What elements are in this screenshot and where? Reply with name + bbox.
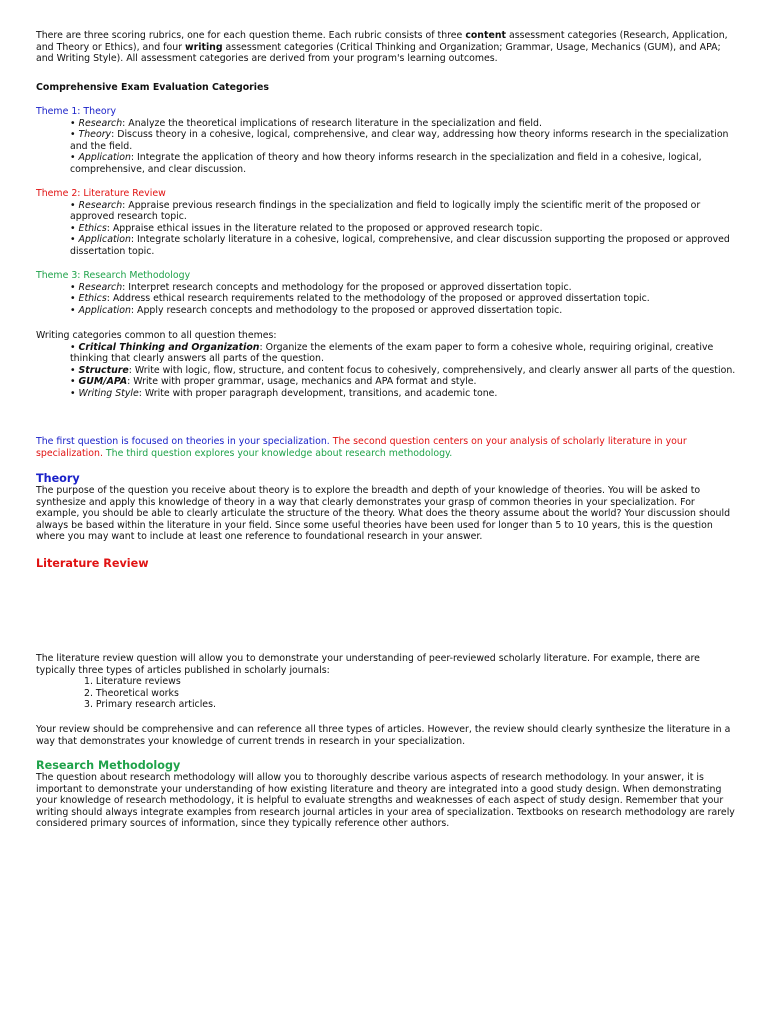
intro-writing-word: writing [184, 41, 223, 53]
item-label: Application [78, 234, 131, 246]
summary-first: The first question is focused on theories in your specialization. [36, 436, 333, 447]
theme-2-title: Theme 2: Literature Review [36, 188, 166, 199]
theory-section [36, 472, 736, 543]
theme-3-item-application [70, 305, 736, 317]
theme-1-section [36, 106, 736, 176]
theme-1-item-research [70, 118, 736, 130]
intro-text-1: There are three scoring rubrics, one for each question theme. Each rubric consists of three [36, 30, 466, 41]
list-item: 2. Theoretical works [84, 687, 179, 699]
item-label: Structure [78, 364, 129, 376]
writing-item-writing-style [70, 388, 736, 400]
writing-item-gum-apa [70, 376, 736, 388]
item-label: Research [78, 199, 123, 211]
item-label: Critical Thinking and Organization [78, 341, 260, 353]
item-label: Application [78, 304, 131, 316]
item-text: : Discuss theory in a cohesive, logical, comprehensive, and clear way, addressing how theory informs research in the specialization and the field. [70, 129, 729, 152]
theme-3-section [36, 270, 736, 316]
theme-1-item-theory [70, 129, 736, 152]
item-text: : Organize the elements of the exam paper to form a cohesive whole, requiring original, creative thinking that clearly answers all parts of the question. [70, 341, 714, 365]
literature-review-heading: Literature Review [36, 557, 149, 570]
item-text: : Write with logic, flow, structure, and content focus to cohesively, comprehensively, and clearly answer all parts of the question. [128, 364, 736, 376]
writing-heading: Writing categories common to all question themes: [36, 330, 277, 341]
literature-review-intro: The literature review question will allow you to demonstrate your understanding of peer-reviewed scholarly literature. For example, there are typically three types of articles published in scholarly journals: [36, 653, 700, 676]
theme-1-title: Theme 1: Theory [36, 106, 116, 117]
item-label: Writing Style [78, 387, 139, 399]
theory-heading: Theory [36, 472, 80, 485]
literature-review-section [36, 653, 736, 711]
item-text: : Interpret research concepts and methodology for the proposed or approved dissertation topic. [122, 281, 572, 293]
list-item: 3. Primary research articles. [84, 699, 216, 711]
theme-2-item-ethics [70, 223, 736, 235]
item-text: : Appraise previous research findings in the specialization and field to logically imply the scientific merit of the proposed or approved research topic. [70, 199, 701, 223]
item-label: Theory [78, 129, 112, 141]
item-label: Research [78, 281, 123, 293]
item-text: : Appraise ethical issues in the literature related to the proposed or approved research topic. [106, 222, 543, 234]
item-text: : Write with proper grammar, usage, mechanics and APA format and style. [127, 376, 477, 388]
item-label: Ethics [78, 293, 107, 305]
item-text: : Integrate the application of theory and how theory informs research in the specialization and field in a cohesive, logical, comprehensive, and clear discussion. [70, 152, 702, 175]
intro-text-3: assessment categories (Critical Thinking and Organization; Grammar, Usage, Mechanics (GUM), and APA; and Writing Style). All assessment categories are derived from your program's learning outcomes. [36, 41, 721, 65]
item-label: Application [78, 152, 131, 164]
intro-text-2: assessment categories (Research, Application, and Theory or Ethics), and four [36, 30, 728, 53]
article-type-list [36, 676, 736, 711]
methodology-body: The question about research methodology will allow you to thoroughly describe various aspects of research methodology. In your answer, it is important to demonstrate your understanding of how existing literature and theory are integrated into a good study design. When demonstrating your knowledge of research methodology, it is helpful to evaluate strengths and weaknesses of each aspect of study design. Remember that your writing should always integrate examples from research journal articles in your area of specialization. Textbooks on research methodology are rarely considered primary sources of information, since they typically reference other authors. [36, 772, 735, 830]
theme-3-title: Theme 3: Research Methodology [36, 270, 191, 281]
theme-2-section [36, 188, 736, 258]
theme-2-item-application [70, 234, 736, 257]
summary-second: The second question centers on your analysis of scholarly literature in your specialization. [36, 436, 687, 459]
theme-3-item-research [70, 282, 736, 294]
literature-review-closing: Your review should be comprehensive and can reference all three types of articles. However, the review should clearly synthesize the literature in a way that demonstrates your knowledge of current trends in research in your specialization. [36, 724, 731, 747]
list-item: 1. Literature reviews [84, 676, 181, 688]
writing-item-critical-thinking [70, 342, 736, 365]
item-text: : Analyze the theoretical implications of research literature in the specialization and field. [122, 117, 542, 129]
item-text: : Write with proper paragraph development, transitions, and academic tone. [138, 387, 498, 399]
categories-heading: Comprehensive Exam Evaluation Categories [36, 82, 269, 93]
summary-third: The third question explores your knowledge about research methodology. [105, 447, 453, 459]
writing-section [36, 330, 736, 400]
item-label: GUM/APA [78, 376, 128, 388]
methodology-section [36, 759, 736, 830]
intro-content-word: content [465, 30, 506, 41]
theme-3-item-ethics [70, 293, 736, 305]
item-label: Research [78, 117, 123, 129]
question-summary [36, 436, 736, 459]
theme-1-item-application [70, 152, 736, 175]
intro-paragraph [36, 30, 736, 65]
item-text: : Apply research concepts and methodology to the proposed or approved dissertation topic. [130, 304, 563, 316]
writing-item-structure [70, 365, 736, 377]
theory-body: The purpose of the question you receive about theory is to explore the breadth and depth of your knowledge of theories. You will be asked to synthesize and apply this knowledge of theory in a way that clearly demonstrates your grasp of common theories in your specialization. For example, you should be able to clearly articulate the structure of the theory. What does the theory assume about the world? Your discussion should always be based within the literature in your field. Since some useful theories have been used for longer than 5 to 10 years, this is the question where you may want to include at least one reference to foundational research in your answer. [36, 485, 731, 543]
item-label: Ethics [78, 222, 107, 234]
methodology-heading: Research Methodology [36, 759, 181, 772]
item-text: : Address ethical research requirements related to the methodology of the proposed or approved dissertation topic. [106, 293, 650, 305]
item-text: : Integrate scholarly literature in a cohesive, logical, comprehensive, and clear discussion supporting the proposed or approved dissertation topic. [70, 234, 730, 257]
theme-2-item-research [70, 200, 736, 223]
